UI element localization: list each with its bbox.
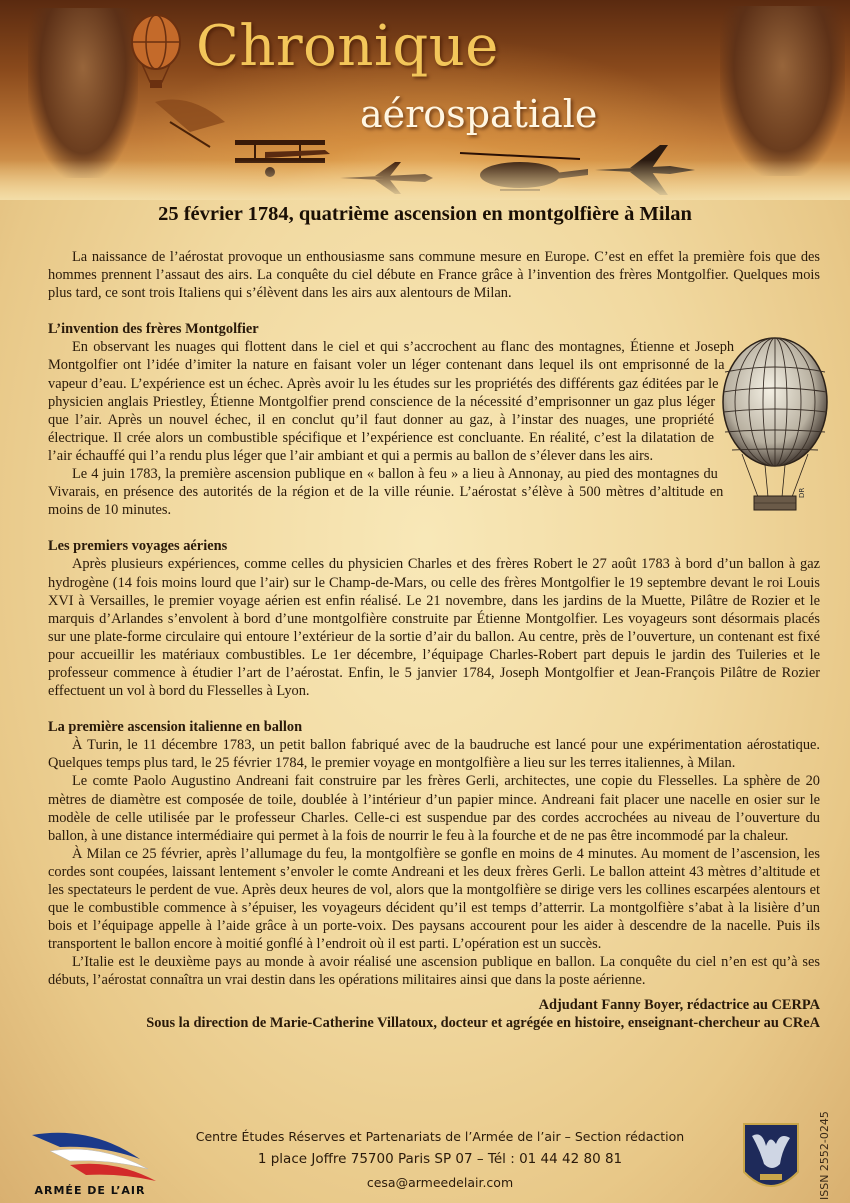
aviator-portrait-right bbox=[720, 6, 845, 176]
air-force-wings-logo bbox=[30, 1125, 160, 1183]
eagle-emblem-icon bbox=[742, 1122, 800, 1200]
section-title: Les premiers voyages aériens bbox=[48, 538, 228, 555]
paragraph: À Milan ce 25 février, après l’allumage du feu, la montgolfière se gonfle en moins de 4 minutes. Au moment de l’ascension, les cordes sont coupées, laissant lentement s’envoler le comte Andreani et les deux frères Gerli. Le ballon atteint 43 mètres d’altitude et les spectateurs le perdent de vue. Après deux heures de vol, alors que la montgolfière se dirige vers les collines escarpées alentours et que le combustible commence à s’épuiser, les voyageurs décident qu’il est temps d’atterrir. La montgolfière s’abat à la lisière d’un bois et l’équipage appelle à l’aide grâce à un porte-voix. Des paysans accourent pour les aider à descendre de la nacelle. Puis ils transportent le ballon encore à moitié gonflé à l’endroit où il est parti. L’opération est un succès. bbox=[48, 845, 820, 953]
title-subtitle: aérospatiale bbox=[360, 92, 598, 136]
article-heading: 25 février 1784, quatrième ascension en montgolfière à Milan bbox=[158, 203, 692, 225]
hot-air-balloon-illustration bbox=[720, 332, 830, 522]
air-force-logo bbox=[30, 1125, 160, 1197]
footer-line-2: 1 place Joffre 75700 Paris SP 07 – Tél : 01 44 42 80 81 bbox=[257, 1151, 623, 1167]
brand-name: ARMÉE DE L’AIR bbox=[34, 1184, 146, 1197]
header-banner bbox=[0, 0, 850, 200]
balloon-silhouette-icon bbox=[128, 14, 184, 94]
author-line: Adjudant Fanny Boyer, rédactrice au CERPA bbox=[538, 996, 820, 1013]
signature-block bbox=[48, 996, 820, 1032]
paragraph: À Turin, le 11 décembre 1783, un petit ballon fabriqué avec de la baudruche est lancé pour une expérimentation aérostatique. Quelques temps plus tard, le 25 février 1784, le premier voyage en montgolfière a lieu sur les terres italiennes, à Milan. bbox=[48, 737, 820, 772]
article-body bbox=[48, 248, 820, 1032]
section-title: L’invention des frères Montgolfier bbox=[48, 321, 259, 338]
helicopter-silhouette-icon bbox=[450, 145, 590, 200]
paragraph: En observant les nuages qui flottent dans le ciel et qui s’accrochent au flanc des montagnes, Étienne et Joseph Montgolfier ont l’idée d’imiter la nature en faisant voler un léger contenant dans lequel ils ont emprisonné de la vapeur d’eau. L’expérience est un échec. Après avoir lu les études sur les propriétés des différents gaz éditées par le physicien anglais Priestley, Étienne Montgolfier prend conscience de la nécessité d’emprisonner un gaz plus léger que l’air. Après un nouvel échec, il en conclut qu’il faut donner au gaz, à l’instar des nuages, une propriété électrique. Il crée alors un combustible spécifique et l’expérience est concluante. En réalité, c’est la dilatation de l’air échauffé qui l’a rendu plus léger que l’air ambiant et qui a permis au ballon de s’élever dans les airs. bbox=[48, 339, 735, 464]
emblem-badge bbox=[742, 1122, 800, 1203]
title-main: Chronique bbox=[196, 14, 499, 79]
footer-email: cesa@armeedelair.com bbox=[366, 1175, 514, 1190]
paragraph: Le comte Paolo Augustino Andreani fait construire par les frères Gerli, architectes, une copie du Flesselles. La sphère de 20 mètres de diamètre est composée de toile, doublée à l’intérieur d’un papier mince. Andreani fait placer une nacelle en osier sur le modèle de celle utilisée par le professeur Charles. Celle-ci est suspendue par des cordes accrochées au niveau de l’ouverture du ballon, à une distance intermédiaire qui permet à la fois de nourrir le feu à la fourche et de ne pas être incommodé par la chaleur. bbox=[48, 773, 820, 844]
footer-line-1: Centre Études Réserves et Partenariats de l’Armée de l’air – Section rédaction bbox=[195, 1129, 685, 1144]
propeller-plane-silhouette-icon bbox=[335, 160, 435, 196]
paragraph: Le 4 juin 1783, la première ascension publique en « ballon à feu » a lieu à Annonay, au pied des montagnes du Vivarais, en présence des autorités de la région et de la ville réunie. L’aérostat s’élève à 500 mètres d’altitude en moins de 10 minutes. bbox=[48, 466, 724, 519]
paragraph: L’Italie est le deuxième pays au monde à avoir réalisé une ascension publique en ballon. La conquête du ciel n’en est qu’à ses débuts, l’aérostat connaîtra un vrai destin dans les opérations militaires ainsi que dans la poste aérienne. bbox=[48, 954, 820, 989]
airplane-silhouette-icon bbox=[225, 130, 335, 185]
jet-fighter-silhouette-icon bbox=[590, 140, 700, 200]
intro-paragraph: La naissance de l’aérostat provoque un enthousiasme sans commune mesure en Europe. C’est en effet la première fois que des hommes prennent l’assaut des airs. La conquête du ciel débute en France grâce à l’invention des frères Montgolfier. Quelques mois plus tard, ce sont trois Italiens qui s’élèvent dans les airs aux alentours de Milan. bbox=[48, 249, 820, 302]
image-credit: DR bbox=[798, 487, 806, 498]
paragraph: Après plusieurs expériences, comme celles du physicien Charles et des frères Robert le 27 août 1783 à bord d’un ballon à gaz hydrogène (14 fois moins lourd que l’air) sur le Champ-de-Mars, ou celle des frères Montgolfier le 19 septembre devant le roi Louis XVI à Versailles, le premier voyage aérien est enfin réalisé. Le 21 novembre, dans les jardins de la Muette, Pilâtre de Rozier et le marquis d’Arlandes s’envolent à bord d’une montgolfière construite par Étienne Montgolfier. Les voyageurs sont désormais placés sur une plate-forme circulaire qui entoure l’extérieur de la sortie d’air du ballon. Au centre, près de l’ouverture, un contenant est fixé pour accueillir les matériaux combustibles. Le 1er décembre, l’équipage Charles-Robert part depuis le jardin des Tuileries et le professeur commence à étudier l’art de l’aérostat. Enfin, le 5 janvier 1784, Joseph Montgolfier et Jean-François Pilâtre de Rozier effectuent un vol à bord du Flesselles à Lyon. bbox=[48, 556, 820, 700]
issn-number: ISSN 2552-0245 bbox=[818, 1111, 831, 1200]
section-title: La première ascension italienne en ballon bbox=[48, 719, 303, 736]
footer-contact bbox=[180, 1125, 700, 1194]
direction-line: Sous la direction de Marie-Catherine Villatoux, docteur et agrégée en histoire, enseignant-chercheur au CReA bbox=[146, 1014, 820, 1031]
glider-silhouette-icon bbox=[150, 92, 230, 152]
aviator-portrait-left bbox=[28, 8, 138, 178]
